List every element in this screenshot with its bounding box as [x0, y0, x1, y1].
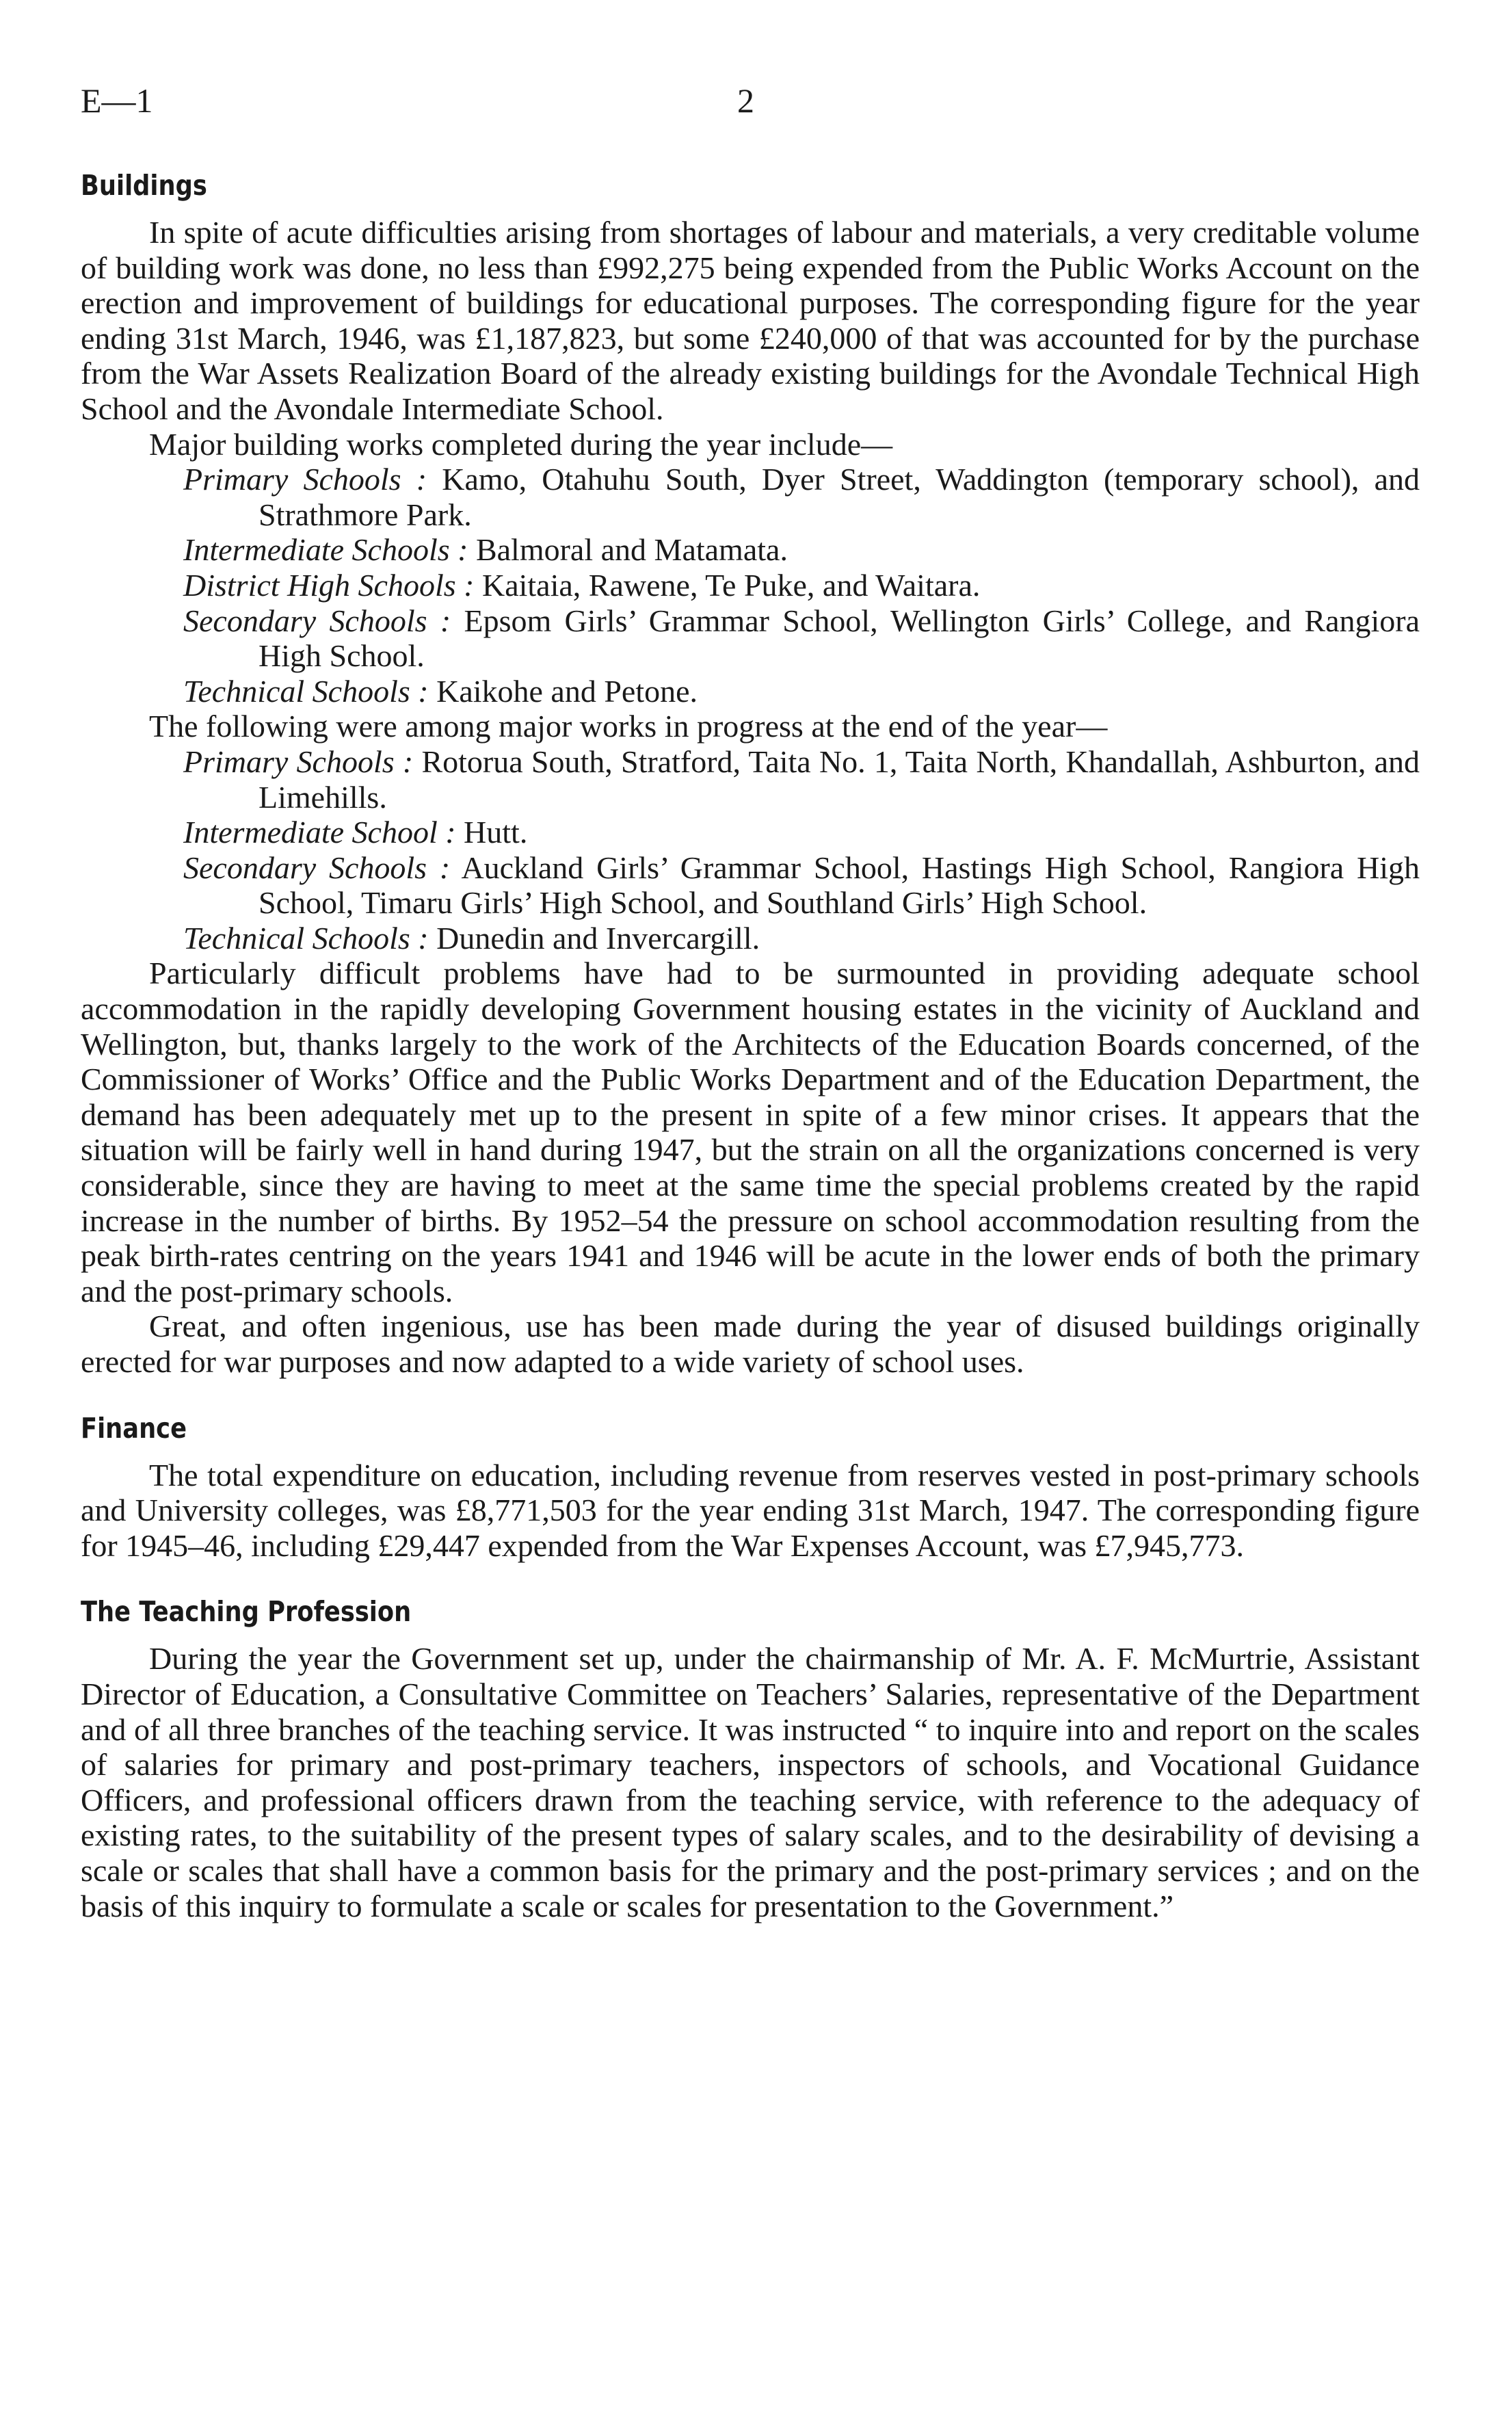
- progress-item: [183, 850, 1420, 921]
- item-label: Technical Schools :: [183, 673, 429, 709]
- item-label: Primary Schools :: [183, 462, 427, 497]
- running-header: [81, 81, 1421, 129]
- finance-heading: Finance: [81, 1411, 187, 1445]
- item-label: Technical Schools :: [183, 920, 429, 956]
- buildings-section: [81, 168, 1420, 1380]
- item-text: Auckland Girls’ Grammar School, Hastings High School, Rangiora High School, Timaru Girls’ High School, and Southland Girls’ High School.: [258, 850, 1420, 921]
- progress-item: [183, 815, 1420, 850]
- progress-item: [183, 921, 1420, 956]
- buildings-paragraph-2: Particularly difficult problems have had to be surmounted in providing adequate school accommodation in the rapidly developing Government housing estates in the vicinity of Auckland and Wellington, but, thanks largely to the work of the Architects of the Education Boards concerned, of the Commissioner of Works’ Office and the Public Works Department and of the Education Department, the demand has been adequately met up to the present in spite of a few minor crises. It appears that the situation will be fairly well in hand during 1947, but the strain on all the organizations concerned is very considerable, since they are having to meet at the same time the special problems created by the rapid increase in the number of births. By 1952–54 the pressure on school accommodation resulting from the peak birth-rates centring on the years 1941 and 1946 will be acute in the lower ends of both the primary and the post-primary schools.: [81, 956, 1420, 1309]
- completed-item: [183, 532, 1420, 568]
- item-text: Balmoral and Matamata.: [475, 532, 788, 568]
- page-body: [81, 168, 1420, 1923]
- buildings-paragraph-1: In spite of acute difficulties arising from shortages of labour and materials, a very creditable volume of building work was done, no less than £992,275 being expended from the Public Works Account on the erection and improvement of buildings for educational purposes. The corresponding figure for the year ending 31st March, 1946, was £1,187,823, but some £240,000 of that was accounted for by the purchase from the War Assets Realization Board of the already existing buildings for the Avondale Technical High School and the Avondale Intermediate School.: [81, 215, 1420, 426]
- buildings-heading: Buildings: [81, 169, 207, 202]
- item-label: Secondary Schools :: [183, 850, 451, 885]
- item-label: District High Schools :: [183, 567, 475, 603]
- item-label: Secondary Schools :: [183, 603, 451, 638]
- progress-works-intro: The following were among major works in progress at the end of the year—: [149, 709, 1108, 744]
- item-label: Intermediate School :: [183, 815, 456, 850]
- item-text: Epsom Girls’ Grammar School, Wellington Girls’ College, and Rangiora High School.: [258, 603, 1420, 674]
- buildings-paragraph-3: Great, and often ingenious, use has been made during the year of disused buildings originally erected for war purposes and now adapted to a wide variety of school uses.: [81, 1309, 1420, 1379]
- completed-item: [183, 603, 1420, 674]
- item-label: Intermediate Schools :: [183, 532, 468, 568]
- item-text: Kaikohe and Petone.: [436, 673, 698, 709]
- completed-item: [183, 568, 1420, 603]
- document-code: E—1: [81, 81, 153, 120]
- item-text: Kaitaia, Rawene, Te Puke, and Waitara.: [481, 567, 981, 603]
- item-text: Kamo, Otahuhu South, Dyer Street, Waddington (temporary school), and Strathmore Park.: [258, 462, 1420, 532]
- completed-item: [183, 462, 1420, 532]
- completed-works-intro: Major building works completed during the year include—: [149, 426, 893, 462]
- completed-item: [183, 674, 1420, 709]
- finance-paragraph: The total expenditure on education, including revenue from reserves vested in post-primary schools and University colleges, was £8,771,503 for the year ending 31st March, 1947. The corresponding figure for 1945–46, including £29,447 expended from the War Expenses Account, was £7,945,773.: [81, 1457, 1420, 1563]
- item-text: Dunedin and Invercargill.: [436, 920, 760, 956]
- item-text: Hutt.: [464, 815, 528, 850]
- teaching-profession-section: [81, 1594, 1420, 1923]
- progress-item: [183, 744, 1420, 815]
- teaching-profession-heading: The Teaching Profession: [81, 1595, 412, 1629]
- item-label: Primary Schools :: [183, 744, 414, 779]
- item-text: Rotorua South, Stratford, Taita No. 1, Taita North, Khandallah, Ashburton, and Limehills.: [258, 744, 1420, 815]
- finance-section: [81, 1411, 1420, 1564]
- page-number: 2: [737, 81, 754, 120]
- teaching-profession-paragraph: During the year the Government set up, under the chairmanship of Mr. A. F. McMurtrie, Assistant Director of Education, a Consultative Committee on Teachers’ Salaries, representative of the Department and of all three branches of the teaching service. It was instructed “ to inquire into and report on the scales of salaries for primary and post-primary teachers, inspectors of schools, and Vocational Guidance Officers, and professional officers drawn from the teaching service, with reference to the adequacy of existing rates, to the suitability of the present types of salary scales, and to the desirability of devising a scale or scales that shall have a common basis for the primary and the post-primary services ; and on the basis of this inquiry to formulate a scale or scales for presentation to the Government.”: [81, 1641, 1420, 1923]
